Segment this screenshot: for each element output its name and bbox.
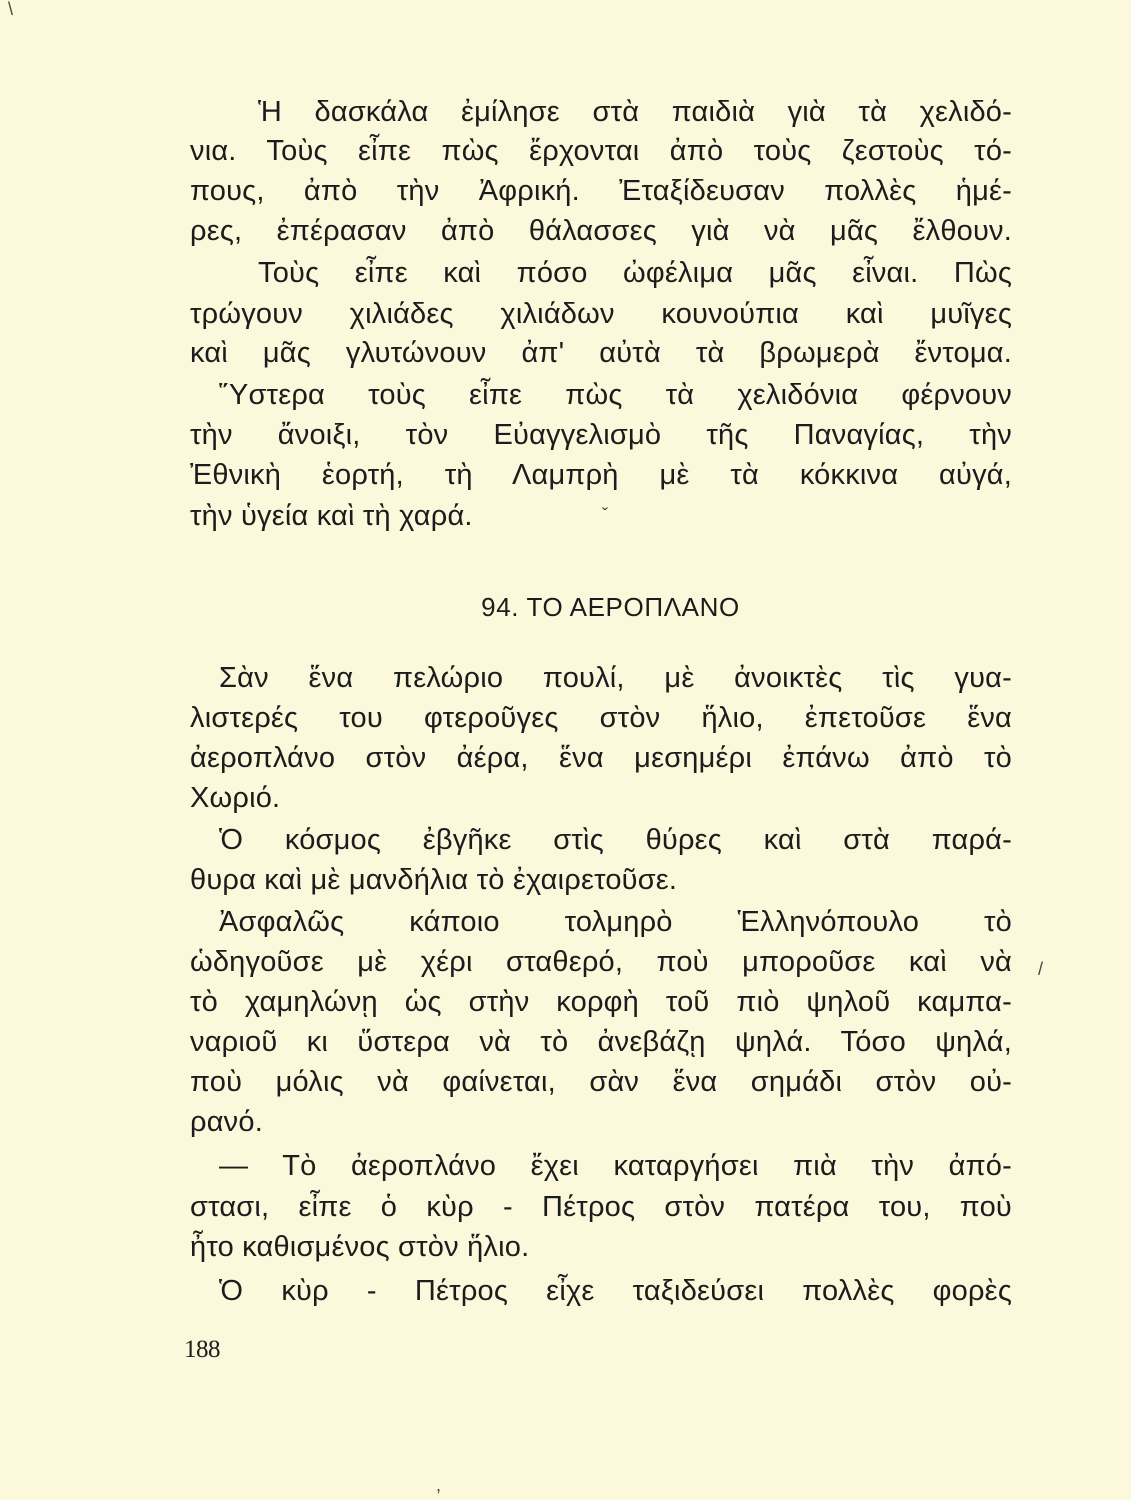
- text-line: Ἀσφαλῶς κάποιο τολμηρὸ Ἑλληνόπουλο τὸ: [219, 906, 1012, 938]
- text-line: καὶ μᾶς γλυτώνουν ἀπ' αὐτὰ τὰ βρωμερὰ ἔντομα.: [190, 337, 1012, 369]
- scan-mark: ˇ: [602, 505, 608, 525]
- text-line: ναριοῦ κι ὕστερα νὰ τὸ ἀνεβάζῃ ψηλά. Τόσο ψηλά,: [190, 1026, 1012, 1058]
- text-line: τὴν ὑγεία καὶ τὴ χαρά.: [190, 500, 473, 532]
- text-line: ποὺ μόλις νὰ φαίνεται, σὰν ἕνα σημάδι στὸν οὐ-: [190, 1066, 1012, 1098]
- text-line: Χωριό.: [190, 782, 281, 814]
- text-line: ὡδηγοῦσε μὲ χέρι σταθερό, ποὺ μποροῦσε καὶ νὰ: [190, 946, 1012, 978]
- text-line: τὸ χαμηλώνῃ ὡς στὴν κορφὴ τοῦ πιὸ ψηλοῦ καμπα-: [190, 986, 1012, 1018]
- text-line: Σὰν ἕνα πελώριο πουλί, μὲ ἀνοικτὲς τὶς γυα-: [219, 662, 1012, 694]
- scan-mark: \: [8, 0, 14, 19]
- text-line: θυρα καὶ μὲ μανδήλια τὸ ἐχαιρετοῦσε.: [190, 864, 678, 896]
- text-line: Ὁ κὺρ - Πέτρος εἶχε ταξιδεύσει πολλὲς φορὲς: [219, 1275, 1012, 1307]
- page-number: 188: [184, 1336, 220, 1363]
- text-line: λιστερές του φτεροῦγες στὸν ἥλιο, ἐπετοῦσε ἕνα: [190, 702, 1012, 734]
- scan-mark: /: [1038, 959, 1044, 979]
- text-line: Τοὺς εἶπε καὶ πόσο ὠφέλιμα μᾶς εἶναι. Πὼς: [258, 257, 1012, 289]
- scan-mark: ,: [436, 1475, 442, 1495]
- text-line: Ὕστερα τοὺς εἶπε πὼς τὰ χελιδόνια φέρνουν: [219, 379, 1012, 411]
- text-line: τὴν ἄνοιξι, τὸν Εὐαγγελισμὸ τῆς Παναγίας, τὴν: [190, 419, 1012, 451]
- text-line: Ἡ δασκάλα ἐμίλησε στὰ παιδιὰ γιὰ τὰ χελιδό-: [258, 96, 1012, 128]
- text-line: — Τὸ ἀεροπλάνο ἔχει καταργήσει πιὰ τὴν ἀπό-: [219, 1150, 1012, 1182]
- text-line: ρανό.: [190, 1106, 263, 1138]
- text-line: Ὁ κόσμος ἐβγῆκε στὶς θύρες καὶ στὰ παρά-: [219, 824, 1012, 856]
- text-line: Ἐθνικὴ ἑορτή, τὴ Λαμπρὴ μὲ τὰ κόκκινα αὐγά,: [190, 459, 1012, 491]
- text-line: ρες, ἐπέρασαν ἀπὸ θάλασσες γιὰ νὰ μᾶς ἔλθουν.: [190, 215, 1012, 247]
- text-line: στασι, εἶπε ὁ κὺρ - Πέτρος στὸν πατέρα του, ποὺ: [190, 1191, 1012, 1223]
- text-line: τρώγουν χιλιάδες χιλιάδων κουνούπια καὶ μυῖγες: [190, 298, 1012, 330]
- text-line: ἀεροπλάνο στὸν ἀέρα, ἕνα μεσημέρι ἐπάνω ἀπὸ τὸ: [190, 742, 1012, 774]
- text-line: ἦτο καθισμένος στὸν ἥλιο.: [190, 1231, 530, 1263]
- text-line: νια. Τοὺς εἶπε πὼς ἔρχονται ἀπὸ τοὺς ζεστοὺς τό-: [190, 135, 1012, 167]
- chapter-heading: 94. ΤΟ ΑΕΡΟΠΛΑΝΟ: [481, 592, 740, 622]
- text-line: πους, ἀπὸ τὴν Ἀφρική. Ἐταξίδευσαν πολλὲς ἡμέ-: [190, 175, 1012, 207]
